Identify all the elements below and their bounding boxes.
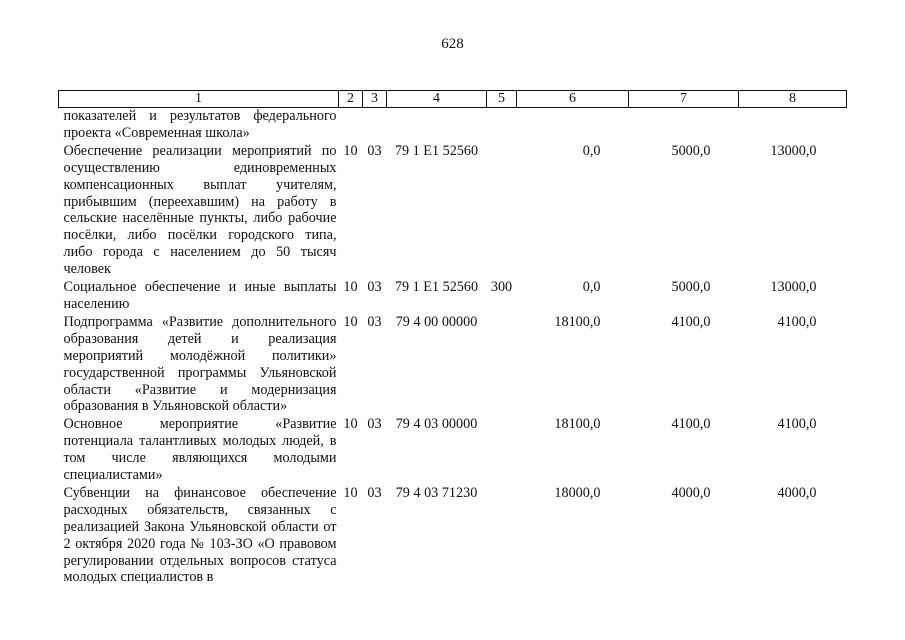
row-target-code: 79 4 03 00000 xyxy=(395,416,478,433)
row-section: 10 xyxy=(343,142,358,159)
row-expense-type xyxy=(487,314,517,416)
page-number: 628 xyxy=(441,36,464,52)
row-target-code: 79 4 03 71230 xyxy=(395,484,478,501)
row-target-code: 79 4 00 00000 xyxy=(395,313,478,330)
table-header xyxy=(59,91,847,108)
row-value-col6: 18000,0 xyxy=(554,484,601,501)
row-value-col7: 4100,0 xyxy=(671,416,711,433)
table-row xyxy=(59,108,847,143)
row-expense-type: 300 xyxy=(490,279,513,296)
row-section xyxy=(339,108,363,143)
row-subsection: 03 xyxy=(367,416,382,433)
row-name: Основное мероприятие «Развитие потенциала талантливых молодых людей, в том числе являющихся молодыми специалистами» xyxy=(63,416,337,484)
table-row xyxy=(59,416,847,485)
row-name: Подпрограмма «Развитие дополнительного образования детей и реализация мероприятий молодёжной политики» государственной программы Ульяновской области «Развитие и модернизация образования в Ульяновской области» xyxy=(63,313,337,415)
row-value-col7 xyxy=(629,108,739,143)
row-value-col6: 0,0 xyxy=(582,279,601,296)
row-name: Обеспечение реализации мероприятий по осуществлению единовременных компенсационных выплат учителям, прибывшим (переехавшим) на работу в сельские населённые пункты, либо рабочие посёлки, либо посёлки городского типа, либо города с населением до 50 тысяч человек xyxy=(63,142,337,278)
row-expense-type xyxy=(487,416,517,485)
row-subsection: 03 xyxy=(367,484,382,501)
header-col-7: 7 xyxy=(629,91,739,108)
row-section: 10 xyxy=(343,484,358,501)
header-col-3: 3 xyxy=(363,91,387,108)
header-col-6: 6 xyxy=(517,91,629,108)
row-subsection: 03 xyxy=(367,142,382,159)
table-row xyxy=(59,485,847,587)
row-section: 10 xyxy=(343,416,358,433)
row-value-col8: 13000,0 xyxy=(770,142,817,159)
row-value-col8: 13000,0 xyxy=(770,279,817,296)
row-target-code: 79 1 E1 52560 xyxy=(394,279,479,296)
row-value-col6: 18100,0 xyxy=(554,416,601,433)
row-target-code: 79 1 E1 52560 xyxy=(394,142,479,159)
header-col-4: 4 xyxy=(387,91,487,108)
header-col-5: 5 xyxy=(487,91,517,108)
row-value-col7: 5000,0 xyxy=(671,279,711,296)
table-row xyxy=(59,143,847,279)
table-body xyxy=(59,108,847,588)
table-row xyxy=(59,279,847,314)
row-expense-type xyxy=(487,108,517,143)
row-value-col7: 4000,0 xyxy=(671,484,711,501)
row-value-col6 xyxy=(517,108,629,143)
row-value-col8: 4100,0 xyxy=(777,416,817,433)
row-subsection: 03 xyxy=(367,313,382,330)
row-subsection: 03 xyxy=(367,279,382,296)
row-expense-type xyxy=(487,143,517,279)
row-value-col7: 4100,0 xyxy=(671,313,711,330)
row-value-col6: 0,0 xyxy=(582,142,601,159)
row-value-col8: 4000,0 xyxy=(777,484,817,501)
row-name: показателей и результатов федерального проекта «Современная школа» xyxy=(63,108,337,141)
row-target-code xyxy=(387,108,487,143)
header-col-2: 2 xyxy=(339,91,363,108)
row-value-col8 xyxy=(739,108,847,143)
row-value-col6: 18100,0 xyxy=(554,313,601,330)
header-col-1: 1 xyxy=(59,91,339,108)
table-row xyxy=(59,314,847,416)
budget-table xyxy=(58,90,847,587)
row-section: 10 xyxy=(343,313,358,330)
row-subsection xyxy=(363,108,387,143)
row-expense-type xyxy=(487,485,517,587)
header-row xyxy=(59,91,847,108)
row-value-col8: 4100,0 xyxy=(777,313,817,330)
row-name: Субвенции на финансовое обеспечение расходных обязательств, связанных с реализацией Закона Ульяновской области от 2 октября 2020 года № 103-ЗО «О правовом регулировании отдельных вопросов статуса молодых специалистов в xyxy=(63,484,337,586)
header-col-8: 8 xyxy=(739,91,847,108)
row-value-col7: 5000,0 xyxy=(671,142,711,159)
row-section: 10 xyxy=(343,279,358,296)
row-name: Социальное обеспечение и иные выплаты населению xyxy=(63,279,337,312)
